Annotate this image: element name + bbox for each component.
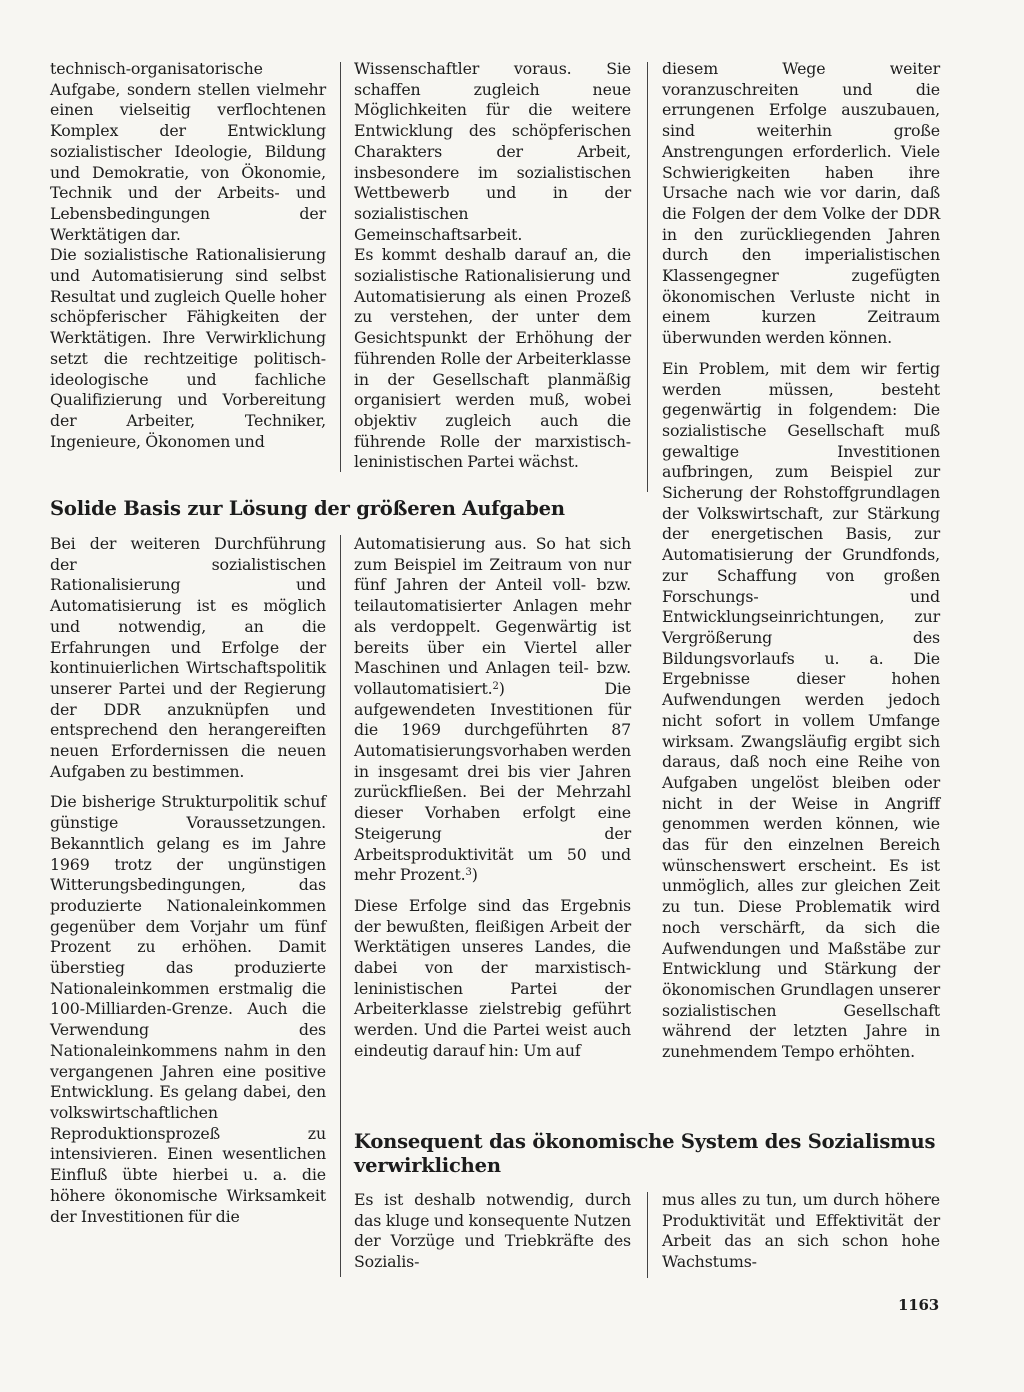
footnote-marker: 3 bbox=[465, 867, 472, 879]
paragraph: Die sozialistische Rationalisierung und Automatisierung sind selbst Resultat und zugleich Quelle hoher schöpferischer Fähigkeiten der Werktätigen. Ihre Verwirklichung setzt die rechtzeitige politisch-ideologische und fachliche Qualifizierung und Vorbereitung der Arbeiter, Techniker, Ingenieure, Ökonomen und bbox=[50, 245, 326, 451]
paragraph: Wissenschaftler voraus. Sie schaffen zugleich neue Möglichkeiten für die weitere Entwicklung des schöpferischen Charakters der Arbeit, insbesondere im sozialistischen Wettbewerb und in der sozialistischen Gemeinschaftsarbeit. bbox=[354, 59, 631, 244]
column-3 bbox=[662, 59, 940, 1063]
paragraph: Es ist deshalb notwendig, durch das kluge und konsequente Nutzen der Vorzüge und Triebkräfte des Sozialis- bbox=[354, 1190, 631, 1272]
section2-column-2 bbox=[354, 534, 631, 1062]
paragraph: Ein Problem, mit dem wir fertig werden müssen, besteht gegenwärtig in folgendem: Die sozialistische Gesellschaft muß gewaltige Investitionen aufbringen, zum Beispiel zur Sicherung der Rohstoffgrundlagen der Volkswirtschaft, zur Stärkung der energetischen Basis, zur Automatisierung der Grundfonds, zur Schaffung von großen Forschungs- und Entwicklungseinrichtungen, zur Vergrößerung des Bildungsvorlaufs u. a. Die Ergebnisse dieser hohen Aufwendungen werden jedoch nicht sofort in vollem Umfange wirksam. Zwangsläufig ergibt sich daraus, daß noch eine Reihe von Aufgaben ungelöst bleiben oder nicht in der Weise in Angriff genommen werden können, wie das für den einzelnen Bereich wünschenswert erscheint. Es ist unmöglich, alles zur gleichen Zeit zu tun. Diese Problematik wird noch verschärft, da sich die Aufwendungen und Maßstäbe zur Entwicklung und Stärkung der ökonomischen Grundlagen unserer sozialistischen Gesellschaft während der letzten Jahre in zunehmendem Tempo erhöhten. bbox=[662, 358, 940, 1062]
section1-column-2 bbox=[354, 59, 631, 473]
section-heading: Konsequent das ökonomische System des Sozialismus verwirklichen bbox=[354, 1130, 936, 1177]
column-rule bbox=[647, 62, 648, 492]
column-rule bbox=[340, 535, 341, 1277]
section-heading: Solide Basis zur Lösung der größeren Aufgaben bbox=[50, 497, 565, 520]
section3-column-2 bbox=[354, 1190, 631, 1273]
paragraph bbox=[354, 534, 631, 886]
paragraph: Diese Erfolge sind das Ergebnis der bewußten, fleißigen Arbeit der Werktätigen unseres Landes, die dabei von der marxistisch-leninistischen Partei der Arbeiterklasse zielstrebig geführt werden. Und die Partei weist auch eindeutig darauf hin: Um auf bbox=[354, 895, 631, 1060]
paragraph: Bei der weiteren Durchführung der sozialistischen Rationalisierung und Automatisierung ist es möglich und notwendig, an die Erfahrungen und Erfolge der kontinuierlichen Wirtschaftspolitik unserer Partei und der Regierung der DDR anzuknüpfen und entsprechend den herangereiften neuen Erfordernissen die neuen Aufgaben zu bestimmen. bbox=[50, 534, 326, 781]
paragraph: Es kommt deshalb darauf an, die sozialistische Rationalisierung und Automatisierung als einen Prozeß zu verstehen, der unter dem Gesichtspunkt der Erhöhung der führenden Rolle der Arbeiterklasse in der Gesellschaft planmäßig organisiert werden muß, wobei objektiv zugleich auch die führende Rolle der marxistisch-leninistischen Partei wächst. bbox=[354, 245, 631, 472]
footnote-marker: 2 bbox=[492, 680, 499, 692]
section3-column-3 bbox=[662, 1190, 940, 1273]
text-run: Automatisierung aus. So hat sich zum Beispiel im Zeitraum von nur fünf Jahren der Anteil voll- bzw. teilautomatisierter Anlagen mehr als verdoppelt. Gegenwärtig ist bereits über ein Viertel aller Maschinen und Anlagen teil- bzw. vollautomatisiert. bbox=[354, 534, 631, 698]
paragraph: diesem Wege weiter voranzuschreiten und die errungenen Erfolge auszubauen, sind weiterhin große Anstrengungen erforderlich. Viele Schwierigkeiten haben ihre Ursache nach wie vor darin, daß die Folgen der dem Volke der DDR in den zurückliegenden Jahren durch den imperialistischen Klassengegner zugefügten ökonomischen Verluste nicht in einem kurzen Zeitraum überwunden werden können. bbox=[662, 59, 940, 348]
column-rule bbox=[340, 62, 341, 472]
column-rule bbox=[647, 1192, 648, 1278]
paragraph: Die bisherige Strukturpolitik schuf günstige Voraussetzungen. Bekanntlich gelang es im Jahre 1969 trotz der ungünstigen Witterungsbedingungen, das produzierte Nationaleinkommen gegenüber dem Vorjahr um fünf Prozent zu erhöhen. Damit überstieg das produzierte Nationaleinkommen erstmalig die 100-Milliarden-Grenze. Auch die Verwendung des Nationaleinkommens nahm in den vergangenen Jahren eine positive Entwicklung. Es gelang dabei, den volkswirtschaftlichen Reproduktionsprozeß zu intensivieren. Einen wesentlichen Einfluß übte hierbei u. a. die höhere ökonomische Wirksamkeit der Investitionen für die bbox=[50, 792, 326, 1226]
text-run: ) bbox=[471, 865, 478, 885]
section2-column-1 bbox=[50, 534, 326, 1227]
paragraph: mus alles zu tun, um durch höhere Produktivität und Effektivität der Arbeit das an sich schon hohe Wachstums- bbox=[662, 1190, 940, 1272]
page-number: 1163 bbox=[898, 1296, 939, 1314]
paragraph: technisch-organisatorische Aufgabe, sondern stellen vielmehr einen vielseitig verflochtenen Komplex der Entwicklung sozialistischer Ideologie, Bildung und Demokratie, von Ökonomie, Technik und der Arbeits- und Lebensbedingungen der Werktätigen dar. bbox=[50, 59, 326, 244]
text-run: ) Die aufgewendeten Investitionen für die 1969 durchgeführten 87 Automatisierungsvorhaben werden in insgesamt drei bis vier Jahren zurückfließen. Bei der Mehrzahl dieser Vorhaben erfolgt eine Steigerung der Arbeitsproduktivität um 50 und mehr Prozent. bbox=[354, 678, 632, 885]
section1-column-1 bbox=[50, 59, 326, 452]
